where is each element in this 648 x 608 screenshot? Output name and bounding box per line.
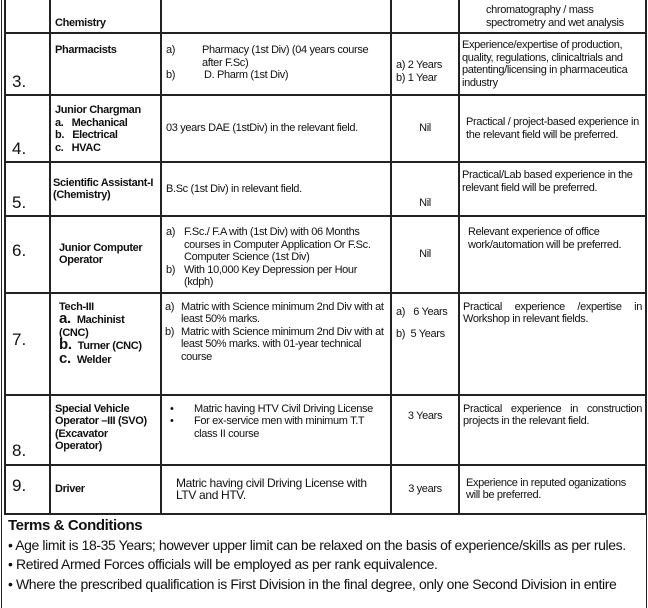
remarks: Relevant experience of office work/automation will be preferred. — [459, 216, 646, 293]
row-number: 7. — [5, 293, 50, 395]
table-row — [5, 33, 646, 95]
qualification: 03 years DAE (1stDiv) in the relevant field. — [161, 95, 391, 162]
row-number: 5. — [5, 162, 50, 216]
table-row — [5, 395, 646, 465]
remarks: Practical experience in construction projects in the relevant field. — [459, 395, 646, 465]
remarks: Experience/expertise of production, quality, regulations, clinicaltrials and patenting/licensing in pharmaceutica industry — [459, 33, 646, 95]
qualification: • Matric having HTV Civil Driving License • For ex-service men with minimum T.T class II course — [161, 395, 391, 465]
post-name: Scientific Assistant-I (Chemistry) — [50, 162, 161, 216]
table-row — [5, 293, 646, 395]
row-number: 9. — [5, 465, 50, 514]
qualification: a) Matric with Science minimum 2nd Div with at least 50% marks. b) Matric with Science minimum 2nd Div with at least 50% marks. with 01-year technical course — [161, 293, 391, 395]
qualification: Matric having civil Driving License with LTV and HTV. — [161, 465, 391, 514]
terms-item: • Age limit is 18-35 Years; however upper limit can be relaxed on the basis of experience/skills as per rules. — [8, 536, 626, 553]
qualification: B.Sc (1st Div) in relevant field. — [161, 162, 391, 216]
post-name: Chemistry — [50, 0, 161, 33]
experience: 3 Years — [391, 395, 459, 465]
experience: Nil — [391, 216, 459, 293]
post-name: Tech-III a. Machinist (CNC) b. Turner (CNC) c. Welder — [50, 293, 161, 395]
qualification: a) Pharmacy (1st Div) (04 years course after F.Sc) b) D. Pharm (1st Div) — [161, 33, 391, 95]
row-number — [5, 0, 50, 33]
post-name: Special Vehicle Operator –III (SVO) (Excavator Operator) — [50, 395, 161, 465]
remarks: Practical experience /expertise in Workshop in relevant fields. — [459, 293, 646, 395]
jobs-table — [4, 0, 647, 515]
row-number: 3. — [5, 33, 50, 95]
row-number: 4. — [5, 95, 50, 162]
remarks: chromatography / mass spectrometry and wet analysis — [459, 0, 646, 33]
experience: Nil — [391, 95, 459, 162]
terms-section — [8, 516, 648, 594]
table-row — [5, 216, 646, 293]
remarks: Practical/Lab based experience in the relevant field will be preferred. — [459, 162, 646, 216]
table-row — [5, 95, 646, 162]
experience: a) 6 Years b) 5 Years — [391, 293, 459, 395]
terms-title: Terms & Conditions — [8, 517, 143, 534]
post-name: Driver — [50, 465, 161, 514]
qualification: a) F.Sc./ F.A with (1st Div) with 06 Months courses in Computer Application Or F.Sc. Computer Science (1st Div) b) With 10,000 Key Depression per Hour (kdph) — [161, 216, 391, 293]
experience: 3 years — [391, 465, 459, 514]
remarks: Practical / project-based experience in the relevant field will be preferred. — [459, 95, 646, 162]
terms-item: • Retired Armed Forces officials will be employed as per rank equivalence. — [8, 556, 438, 572]
table-row — [5, 162, 646, 216]
row-number: 6. — [5, 216, 50, 293]
post-name: Junior Chargman a. Mechanical b. Electrical c. HVAC — [50, 95, 161, 162]
remarks: Experience in reputed oganizations will be preferred. — [459, 465, 646, 514]
table-row — [5, 465, 646, 514]
experience: Nil — [391, 162, 459, 216]
terms-item: • Where the prescribed qualification is First Division in the final degree, only one Second Division in entire — [8, 575, 617, 592]
post-name: Pharmacists — [50, 33, 161, 95]
table-row — [5, 0, 646, 33]
post-name: Junior Computer Operator — [50, 216, 161, 293]
experience: a) 2 Years b) 1 Year — [391, 33, 459, 95]
row-number: 8. — [5, 395, 50, 465]
